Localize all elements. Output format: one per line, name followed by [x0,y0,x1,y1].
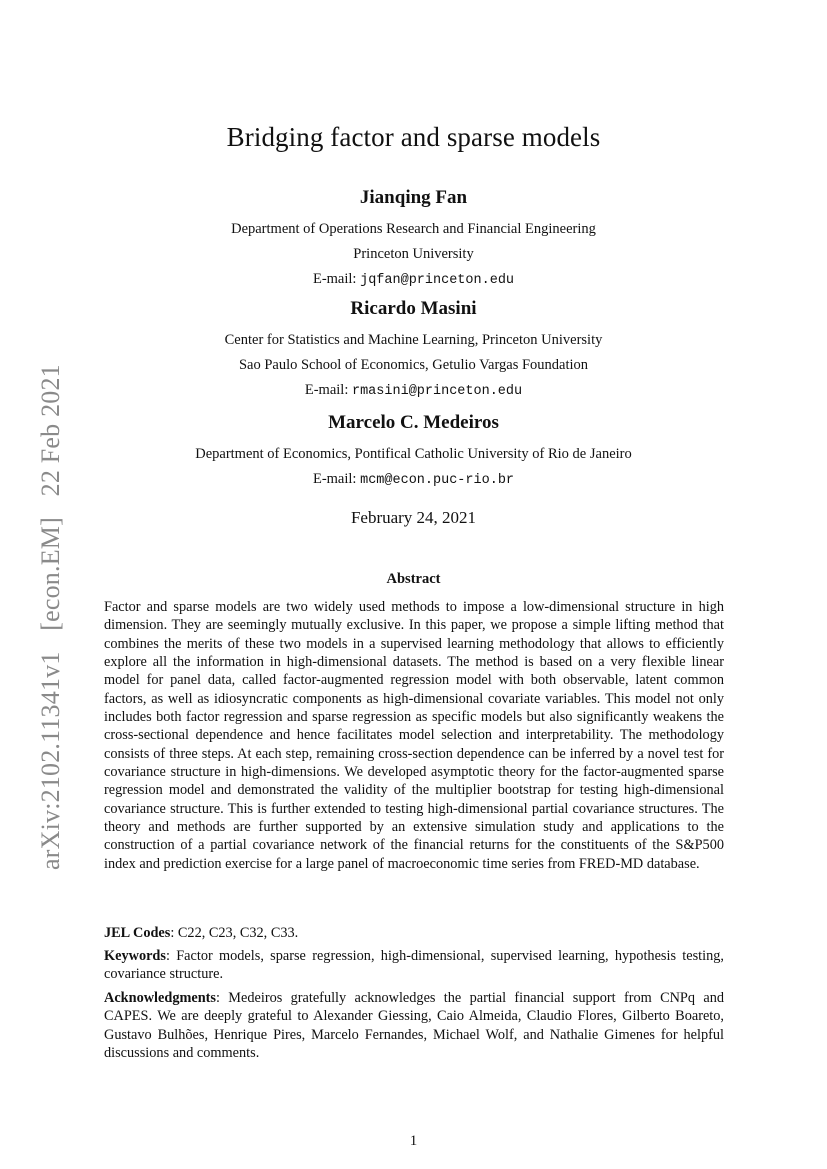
abstract-text: Factor and sparse models are two widely used methods to impose a low-dimensional structure in high dimension. They are seemingly mutually exclusive. In this paper, we propose a simple lifting method that combines the merits of these two models in a supervised learning methodology that allows to efficiently explore all the information in high-dimensional datasets. The method is based on a very flexible linear model for panel data, called factor-augmented regression model with both observable, latent common factors, as well as idiosyncratic components as high-dimensional covariate variables. This model not only includes both factor regression and sparse regression as specific models but also significantly weakens the cross-sectional dependence and hence facilitates model selection and interpretability. The methodology consists of three steps. At each step, remaining cross-section dependence can be inferred by a novel test for covariance structure in high-dimensions. We developed asymptotic theory for the factor-augmented sparse regression model and demonstrated the validity of the multiplier bootstrap for testing high-dimensional covariance structure. This is further extended to testing high-dimensional partial covariance structures. The theory and methods are further supported by an extensive simulation study and applications to the construction of a partial covariance network of the financial returns for the constituents of the S&P500 index and prediction exercise for a large panel of macroeconomic time series from FRED-MD database. [104,599,724,872]
email-label: E-mail: [312,471,357,487]
author-name: Marcelo C. Medeiros [328,412,499,433]
author-email-line [0,378,827,404]
author-email[interactable]: jqfan@princeton.edu [360,273,515,288]
author-block-2 [0,298,827,404]
author-affiliation: Princeton University [353,246,474,262]
arxiv-category: [econ.EM] [36,517,65,631]
abstract-heading: Abstract [386,571,441,587]
author-affiliation: Center for Statistics and Machine Learning, Princeton University [224,332,603,348]
author-email-line [0,267,827,293]
email-label: E-mail: [312,271,357,287]
arxiv-date: 22 Feb 2021 [36,364,65,497]
author-block-1 [0,187,827,293]
author-name: Ricardo Masini [350,298,477,319]
author-affiliation: Department of Operations Research and Financial Engineering [231,221,596,237]
author-email[interactable]: mcm@econ.puc-rio.br [360,473,515,488]
jel-label: JEL Codes [104,925,171,941]
keywords-text: : Factor models, sparse regression, high-dimensional, supervised learning, hypothesis testing, covariance structure. [104,948,724,983]
acknowledgments-text: : Medeiros gratefully acknowledges the partial financial support from CNPq and CAPES. We are deeply grateful to Alexander Giessing, Caio Almeida, Claudio Flores, Gilberto Boareto, Gustavo Bulhões, Henrique Pires, Marcelo Fernandes, Michael Wolf, and Nathalie Gimenes for helpful discussions and comments. [104,990,724,1062]
author-name: Jianqing Fan [359,187,468,208]
keywords-label: Keywords [104,948,166,964]
arxiv-id: arXiv:2102.11341v1 [36,651,65,870]
acknowledgments-label: Acknowledgments [104,990,216,1006]
acknowledgments [104,989,724,1062]
author-email[interactable]: rmasini@princeton.edu [351,384,523,399]
keywords [104,947,724,984]
paper-date: February 24, 2021 [350,508,477,527]
author-affiliation: Sao Paulo School of Economics, Getulio Vargas Foundation [238,357,589,373]
author-affiliation: Department of Economics, Pontifical Catholic University of Rio de Janeiro [195,446,632,462]
author-email-line [0,467,827,493]
email-label: E-mail: [304,382,349,398]
page-number: 1 [409,1133,418,1149]
paper-title: Bridging factor and sparse models [226,122,601,152]
jel-codes [104,924,724,942]
jel-text: : C22, C23, C32, C33. [170,925,299,941]
author-block-3 [0,412,827,493]
